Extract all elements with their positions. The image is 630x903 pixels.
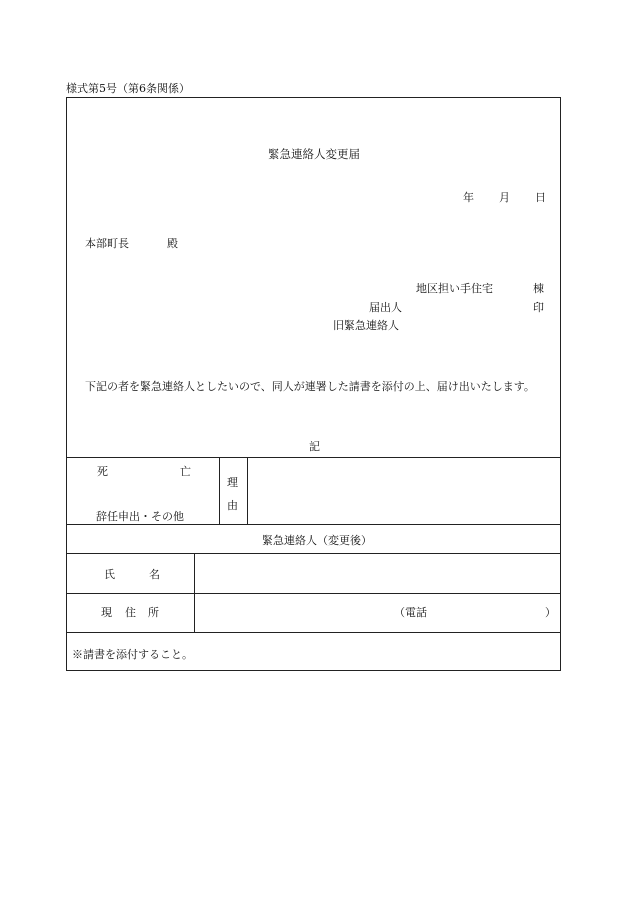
name-field[interactable] xyxy=(200,558,555,588)
address-label-2: 住 xyxy=(125,606,136,619)
table-vline-reason-left xyxy=(219,457,220,524)
form-number: 様式第5号（第6条関係） xyxy=(66,82,190,95)
phone-field[interactable] xyxy=(428,598,543,626)
ki-label: 記 xyxy=(309,440,320,453)
applicant-label: 届出人 xyxy=(369,301,402,314)
table-line-top xyxy=(66,457,561,458)
addressee-honorific: 殿 xyxy=(167,237,178,250)
name-label-2: 名 xyxy=(149,568,160,581)
address-field[interactable] xyxy=(200,598,390,626)
date-day-label: 日 xyxy=(535,191,546,204)
address-label-3: 所 xyxy=(148,606,159,619)
address-label-1: 現 xyxy=(101,606,112,619)
resignation-label: 辞任申出・その他 xyxy=(96,510,184,523)
addressee-name: 本部町長 xyxy=(85,237,129,250)
death-label-right: 亡 xyxy=(180,465,191,478)
death-label-left: 死 xyxy=(97,465,108,478)
table-vline-label-col xyxy=(194,553,195,632)
table-line-name-bottom xyxy=(66,593,561,594)
table-vline-reason-right xyxy=(247,457,248,524)
date-year-label: 年 xyxy=(463,191,474,204)
form-title: 緊急連絡人変更届 xyxy=(268,147,360,161)
date-month-label: 月 xyxy=(499,191,510,204)
old-contact-label: 旧緊急連絡人 xyxy=(333,319,399,332)
table-line-address-bottom xyxy=(66,632,561,633)
new-contact-header: 緊急連絡人（変更後） xyxy=(262,534,372,547)
name-label-1: 氏 xyxy=(104,568,115,581)
note-text: ※請書を添付すること。 xyxy=(72,648,193,661)
table-line-header-top xyxy=(66,524,561,525)
building-suffix: 棟 xyxy=(533,282,544,295)
reason-label-bottom: 由 xyxy=(227,499,238,512)
table-line-header-bottom xyxy=(66,553,561,554)
seal-label: 印 xyxy=(533,301,544,314)
reason-field[interactable] xyxy=(252,462,552,518)
district-label: 地区担い手住宅 xyxy=(416,282,493,295)
phone-close-label: ） xyxy=(545,606,556,619)
body-text: 下記の者を緊急連絡人としたいので、同人が連署した請書を添付の上、届け出いたします。 xyxy=(85,380,535,393)
reason-label-top: 理 xyxy=(227,476,238,489)
phone-open-label: （電話 xyxy=(394,606,427,619)
